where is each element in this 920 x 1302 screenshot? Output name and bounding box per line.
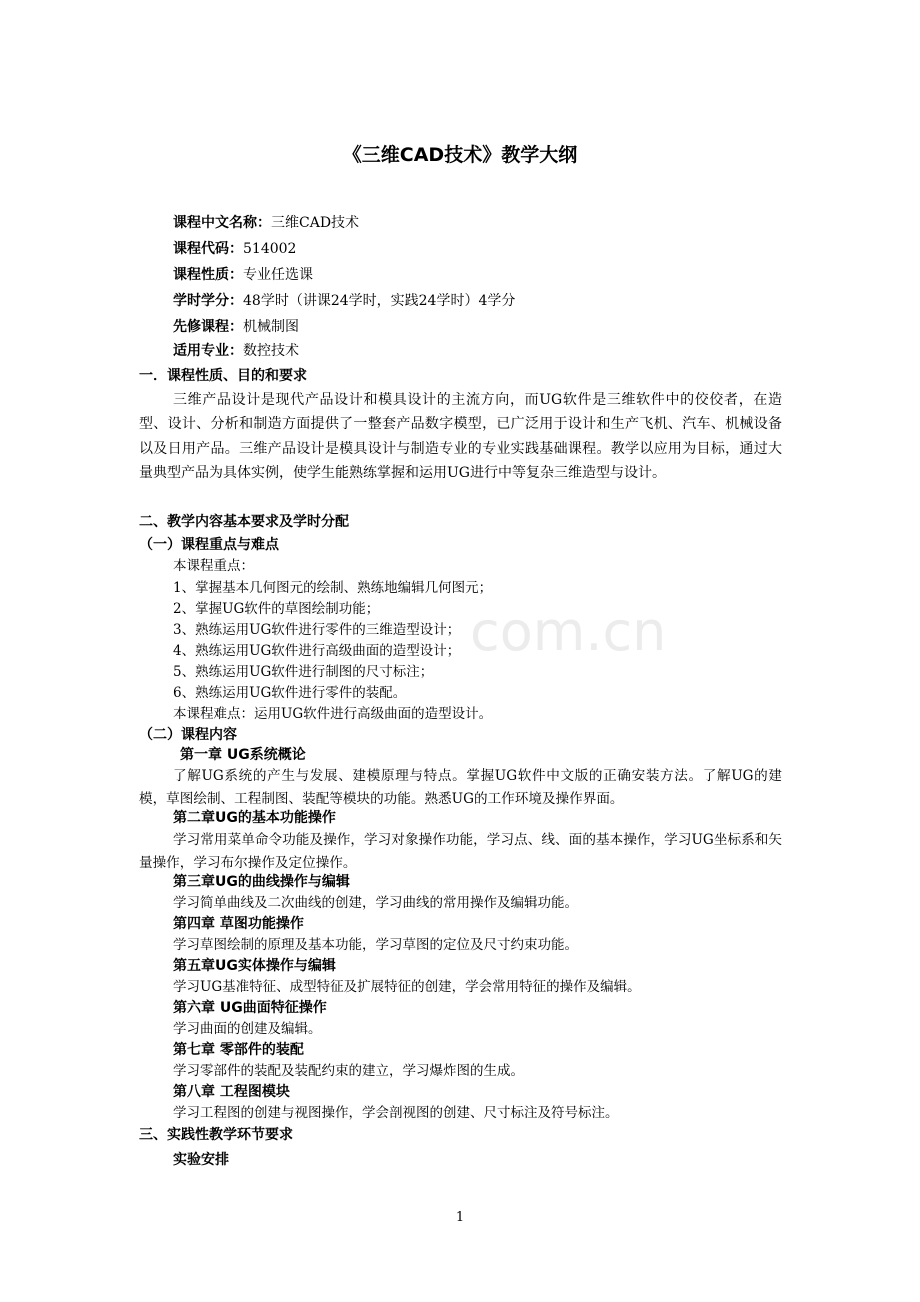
page-number: 1 xyxy=(455,1210,465,1225)
chapter-title: 第四章 草图功能操作 xyxy=(173,916,304,932)
info-label: 先修课程： xyxy=(173,319,243,335)
info-label: 学时学分： xyxy=(173,293,243,309)
info-major xyxy=(173,341,299,361)
info-value: 专业任选课 xyxy=(243,267,313,283)
chapter-title: 第八章 工程图模块 xyxy=(173,1084,290,1100)
section1-heading: 一．课程性质、目的和要求 xyxy=(139,368,307,384)
chapter-text: 了解UG系统的产生与发展、建模原理与特点。掌握UG软件中文版的正确安装方法。了解UG的建模，草图绘制、工程制图、装配等模块的功能。熟悉UG的工作环境及操作界面。 xyxy=(139,768,782,807)
info-value: 机械制图 xyxy=(243,319,299,335)
watermark: com.cn xyxy=(470,600,667,663)
chapter-text: 学习常用菜单命令功能及操作，学习对象操作功能，学习点、线、面的基本操作，学习UG坐标系和矢量操作，学习布尔操作及定位操作。 xyxy=(139,832,782,871)
info-value: 48学时（讲课24学时，实践24学时）4学分 xyxy=(243,293,516,309)
info-prerequisite xyxy=(173,317,299,337)
difficulty-text: 本课程难点：运用UG软件进行高级曲面的造型设计。 xyxy=(173,706,493,722)
chapter-text: 学习曲面的创建及编辑。 xyxy=(173,1021,322,1037)
key-point-item: 3、熟练运用UG软件进行零件的三维造型设计； xyxy=(173,622,461,638)
info-value: 三维CAD技术 xyxy=(271,215,360,231)
info-label: 课程中文名称： xyxy=(173,215,271,231)
info-hours-credits xyxy=(173,291,515,311)
section2-heading: 二、教学内容基本要求及学时分配 xyxy=(139,514,349,530)
section3-sub-heading: 实验安排 xyxy=(173,1152,229,1168)
chapter-text: 学习草图绘制的原理及基本功能，学习草图的定位及尺寸约束功能。 xyxy=(173,937,578,953)
chapter-title: 第五章UG实体操作与编辑 xyxy=(173,958,336,974)
chapter-title: 第一章 UG系统概论 xyxy=(180,747,306,763)
key-point-item: 2、掌握UG软件的草图绘制功能； xyxy=(173,601,380,617)
info-course-name xyxy=(173,213,359,233)
chapter-title: 第七章 零部件的装配 xyxy=(173,1042,304,1058)
key-points-intro: 本课程重点： xyxy=(173,558,254,574)
key-point-item: 4、熟练运用UG软件进行高级曲面的造型设计； xyxy=(173,643,461,659)
chapter-title: 第六章 UG曲面特征操作 xyxy=(173,1000,327,1016)
info-course-code xyxy=(173,239,296,259)
section3-heading: 三、实践性教学环节要求 xyxy=(139,1127,293,1143)
chapter-title: 第二章UG的基本功能操作 xyxy=(173,810,336,826)
info-value: 514002 xyxy=(243,241,297,257)
document-title: 《三维CAD技术》教学大纲 xyxy=(342,144,578,166)
chapter-text: 学习简单曲线及二次曲线的创建，学习曲线的常用操作及编辑功能。 xyxy=(173,895,578,911)
info-label: 适用专业： xyxy=(173,343,243,359)
chapter-text: 学习UG基准特征、成型特征及扩展特征的创建，学会常用特征的操作及编辑。 xyxy=(173,979,641,995)
section2-sub1-heading: （一）课程重点与难点 xyxy=(139,537,279,553)
section1-paragraph: 三维产品设计是现代产品设计和模具设计的主流方向，而UG软件是三维软件中的佼佼者，在造型、设计、分析和制造方面提供了一整套产品数字模型，已广泛用于设计和生产飞机、汽车、机械设备以及日用产品。三维产品设计是模具设计与制造专业的专业实践基础课程。教学以应用为目标，通过大量典型产品为具体实例，使学生能熟练掌握和运用UG进行中等复杂三维造型与设计。 xyxy=(139,392,782,482)
chapter-title: 第三章UG的曲线操作与编辑 xyxy=(173,874,350,890)
chapter-text: 学习零部件的装配及装配约束的建立，学习爆炸图的生成。 xyxy=(173,1063,524,1079)
key-point-item: 1、掌握基本几何图元的绘制、熟练地编辑几何图元； xyxy=(173,580,493,596)
info-label: 课程代码： xyxy=(173,241,243,257)
info-course-nature xyxy=(173,265,313,285)
chapter-text: 学习工程图的创建与视图操作，学会剖视图的创建、尺寸标注及符号标注。 xyxy=(173,1105,619,1121)
info-value: 数控技术 xyxy=(243,343,299,359)
key-point-item: 6、熟练运用UG软件进行零件的装配。 xyxy=(173,685,407,701)
key-point-item: 5、熟练运用UG软件进行制图的尺寸标注； xyxy=(173,664,434,680)
info-label: 课程性质： xyxy=(173,267,243,283)
section2-sub2-heading: （二）课程内容 xyxy=(139,727,237,743)
